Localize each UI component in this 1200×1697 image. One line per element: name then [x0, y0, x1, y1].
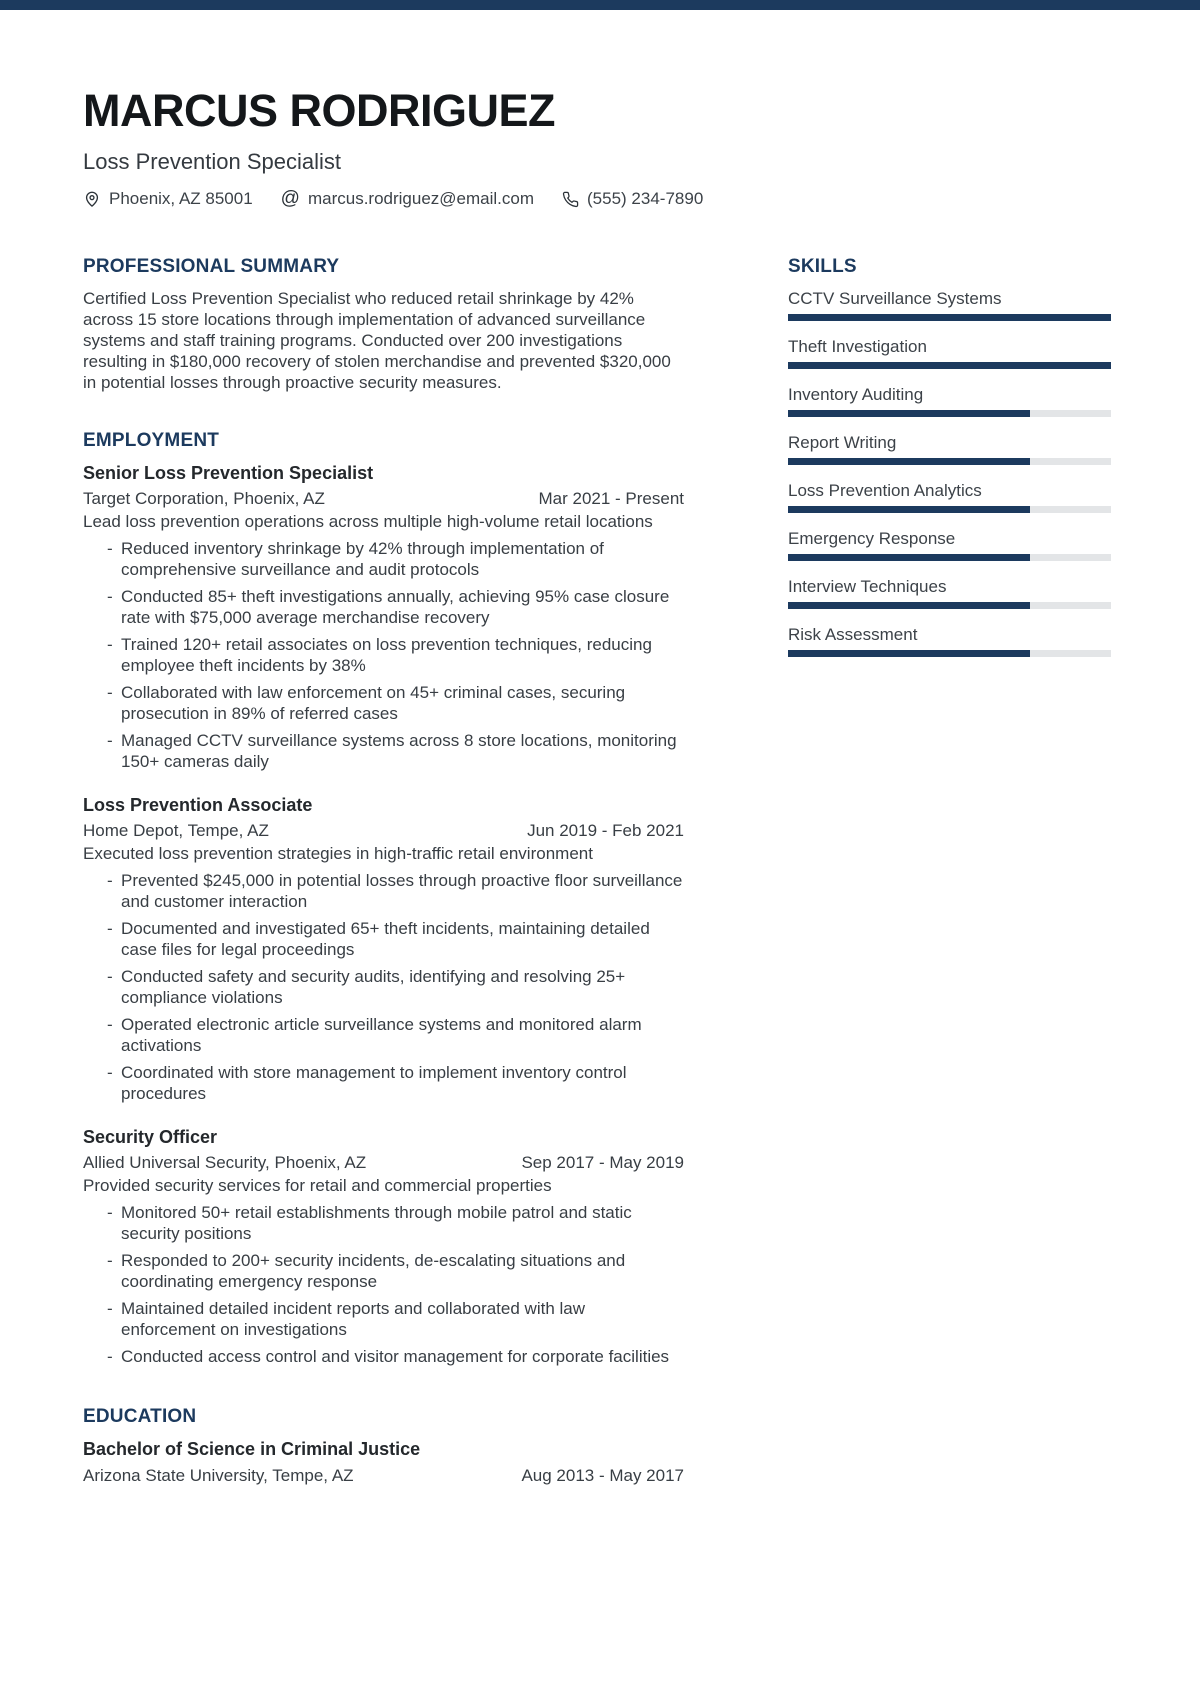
skill-item — [788, 576, 1111, 609]
skill-bar-track — [788, 650, 1111, 657]
skill-label: Interview Techniques — [788, 577, 947, 596]
job-bullet: - Operated electronic article surveillance systems and monitored alarm activations — [83, 1014, 684, 1056]
job-bullet: - Documented and investigated 65+ theft incidents, maintaining detailed case files for legal proceedings — [83, 918, 684, 960]
job-bullet: - Collaborated with law enforcement on 45+ criminal cases, securing prosecution in 89% of referred cases — [83, 682, 684, 724]
education-meta-row — [83, 1465, 684, 1486]
job-bullet: - Conducted access control and visitor management for corporate facilities — [83, 1346, 684, 1367]
skill-bar-fill — [788, 602, 1030, 609]
contact-phone — [562, 188, 703, 210]
skill-list — [788, 288, 1111, 657]
skill-label: Risk Assessment — [788, 625, 918, 644]
job-dates: Jun 2019 - Feb 2021 — [527, 821, 684, 840]
skill-bar-fill — [788, 506, 1030, 513]
location-pin-icon — [83, 190, 101, 208]
skill-label: CCTV Surveillance Systems — [788, 289, 1002, 308]
phone-icon — [562, 191, 579, 208]
candidate-title: Loss Prevention Specialist — [83, 149, 342, 174]
skill-item — [788, 384, 1111, 417]
skill-label: Emergency Response — [788, 529, 956, 548]
skill-bar-track — [788, 410, 1111, 417]
job-bullet-list — [83, 870, 684, 1104]
candidate-name: MARCUS RODRIGUEZ — [83, 85, 555, 136]
top-accent-bar — [0, 0, 1200, 10]
education-section — [83, 1405, 684, 1486]
at-sign-icon: @ — [280, 188, 300, 209]
job-bullet-list — [83, 1202, 684, 1367]
job-meta-row — [83, 820, 684, 841]
skill-bar-fill — [788, 362, 1111, 369]
contact-location-text: Phoenix, AZ 85001 — [109, 189, 253, 208]
job-dates: Sep 2017 - May 2019 — [521, 1153, 684, 1172]
skill-item — [788, 288, 1111, 321]
job-company: Home Depot, Tempe, AZ — [83, 821, 269, 840]
job-title: Security Officer — [83, 1127, 218, 1147]
job-title: Loss Prevention Associate — [83, 795, 313, 815]
job-bullet: - Managed CCTV surveillance systems across 8 store locations, monitoring 150+ cameras daily — [83, 730, 684, 772]
contact-row — [83, 188, 1117, 210]
job-lead: Provided security services for retail and commercial properties — [83, 1176, 552, 1195]
job-bullet: - Conducted safety and security audits, identifying and resolving 25+ compliance violations — [83, 966, 684, 1008]
skill-label: Theft Investigation — [788, 337, 927, 356]
employment-heading: EMPLOYMENT — [83, 430, 220, 451]
contact-email — [281, 188, 534, 210]
job-company: Allied Universal Security, Phoenix, AZ — [83, 1153, 367, 1172]
skill-bar-fill — [788, 410, 1030, 417]
job-bullet: - Reduced inventory shrinkage by 42% through implementation of comprehensive surveillance and audit protocols — [83, 538, 684, 580]
skill-bar-fill — [788, 554, 1030, 561]
education-dates: Aug 2013 - May 2017 — [521, 1466, 684, 1485]
job-bullet-list — [83, 538, 684, 772]
summary-section — [83, 255, 684, 393]
education-heading: EDUCATION — [83, 1406, 197, 1427]
skill-item — [788, 336, 1111, 369]
summary-text: Certified Loss Prevention Specialist who reduced retail shrinkage by 42% across 15 store locations through implementation of advanced surveillance systems and staff training programs. Conducted over 200 investigations resulting in $180,000 recovery of stolen merchandise and prevented $320,000 in potential losses through proactive security measures. — [83, 289, 671, 392]
summary-heading: PROFESSIONAL SUMMARY — [83, 256, 340, 277]
education-degree: Bachelor of Science in Criminal Justice — [83, 1439, 421, 1459]
skill-item — [788, 480, 1111, 513]
sidebar-column — [788, 255, 1111, 672]
job-list — [83, 462, 684, 1367]
main-column — [83, 255, 684, 1486]
job-entry — [83, 1126, 684, 1367]
skill-label: Loss Prevention Analytics — [788, 481, 982, 500]
resume-header — [83, 85, 1117, 210]
job-lead: Executed loss prevention strategies in high-traffic retail environment — [83, 844, 593, 863]
skill-item — [788, 432, 1111, 465]
job-dates: Mar 2021 - Present — [538, 489, 684, 508]
job-lead: Lead loss prevention operations across multiple high-volume retail locations — [83, 512, 653, 531]
skill-bar-track — [788, 458, 1111, 465]
job-bullet: - Conducted 85+ theft investigations annually, achieving 95% case closure rate with $75,000 average merchandise recovery — [83, 586, 684, 628]
skill-bar-fill — [788, 650, 1030, 657]
job-bullet: - Responded to 200+ security incidents, de-escalating situations and coordinating emergency response — [83, 1250, 684, 1292]
skill-bar-track — [788, 602, 1111, 609]
skill-bar-track — [788, 362, 1111, 369]
skills-section — [788, 255, 1111, 657]
job-entry — [83, 462, 684, 772]
skill-label: Inventory Auditing — [788, 385, 924, 404]
skill-item — [788, 528, 1111, 561]
job-bullet: - Maintained detailed incident reports and collaborated with law enforcement on investigations — [83, 1298, 684, 1340]
skill-item — [788, 624, 1111, 657]
skill-bar-track — [788, 554, 1111, 561]
skill-label: Report Writing — [788, 433, 897, 452]
employment-section — [83, 429, 684, 1367]
job-bullet: - Coordinated with store management to implement inventory control procedures — [83, 1062, 684, 1104]
skill-bar-fill — [788, 314, 1111, 321]
contact-email-text: marcus.rodriguez@email.com — [307, 189, 535, 208]
skill-bar-fill — [788, 458, 1030, 465]
job-bullet: - Prevented $245,000 in potential losses through proactive floor surveillance and customer interaction — [83, 870, 684, 912]
job-meta-row — [83, 1152, 684, 1173]
job-company: Target Corporation, Phoenix, AZ — [83, 489, 325, 508]
job-meta-row — [83, 488, 684, 509]
skills-heading: SKILLS — [788, 256, 857, 277]
job-bullet: - Monitored 50+ retail establishments through mobile patrol and static security positions — [83, 1202, 684, 1244]
job-title: Senior Loss Prevention Specialist — [83, 463, 374, 483]
education-school: Arizona State University, Tempe, AZ — [83, 1466, 354, 1485]
skill-bar-track — [788, 314, 1111, 321]
job-bullet: - Trained 120+ retail associates on loss prevention techniques, reducing employee theft incidents by 38% — [83, 634, 684, 676]
contact-phone-text: (555) 234-7890 — [587, 189, 704, 208]
job-entry — [83, 794, 684, 1104]
skill-bar-track — [788, 506, 1111, 513]
contact-location — [83, 188, 253, 210]
